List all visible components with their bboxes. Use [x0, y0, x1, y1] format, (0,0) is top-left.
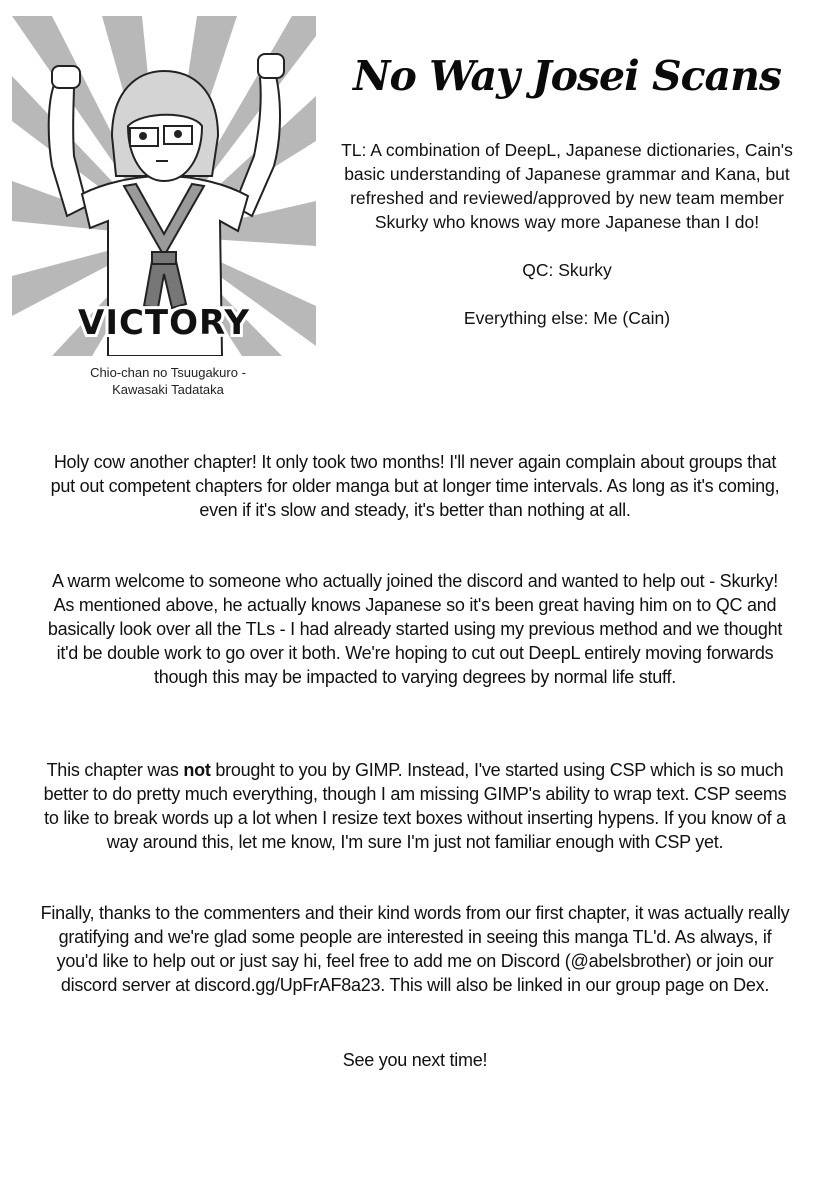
caption-line-title: Chio-chan no Tsuugakuro -	[90, 365, 246, 380]
credit-everything-else: Everything else: Me (Cain)	[463, 308, 671, 328]
page-title: No Way Josei Scans	[352, 52, 782, 100]
header-block	[338, 40, 796, 354]
victory-character-image	[12, 16, 316, 356]
illustration-caption	[40, 364, 296, 398]
note-paragraph-welcome: A warm welcome to someone who actually joined the discord and wanted to help out - Skurky! As mentioned above, he actually knows Japanese so it's been great having him on to QC and basically look over all the TLs - I had already started using my previous method and we thought it'd be double work to go over it both. We're hoping to cut out DeepL entirely moving forwards though this may be impacted to varying degrees by normal life stuff.	[47, 571, 783, 687]
note-paragraph-tools	[40, 758, 790, 854]
emphasis-not: not	[183, 760, 211, 780]
credits-section	[338, 138, 796, 330]
sign-off: See you next time!	[342, 1050, 488, 1070]
note-text-segment: This chapter was	[46, 760, 184, 780]
credit-translation: TL: A combination of DeepL, Japanese dictionaries, Cain's basic understanding of Japanese grammar and Kana, but refreshed and reviewed/approved by new team member Skurky who knows way more Japanese than I do!	[341, 140, 793, 232]
note-paragraph-new-chapter: Holy cow another chapter! It only took two months! I'll never again complain about groups that put out competent chapters for older manga but at longer time intervals. As long as it's coming, even if it's slow and steady, it's better than nothing at all.	[50, 452, 780, 520]
note-text-segment: brought to you by GIMP. Instead, I've started using CSP which is so much better to do pretty much everything, though I am missing GIMP's ability to wrap text. CSP seems to like to break words up a lot when I resize text boxes without inserting hypens. If you know of a way around this, let me know, I'm sure I'm just not familiar enough with CSP yet.	[43, 760, 787, 852]
victory-banner-text: VICTORY	[78, 303, 250, 343]
credit-qc: QC: Skurky	[522, 260, 612, 280]
note-paragraph-thanks: Finally, thanks to the commenters and their kind words from our first chapter, it was actually really gratifying and we're glad some people are interested in seeing this manga TL'd. As always, if you'd like to help out or just say hi, feel free to add me on Discord (@abelsbrother) or join our discord server at discord.gg/UpFrAF8a23. This will also be linked in our group page on Dex.	[40, 903, 790, 995]
manga-illustration	[12, 16, 316, 356]
caption-line-author: Kawasaki Tadataka	[112, 382, 224, 397]
